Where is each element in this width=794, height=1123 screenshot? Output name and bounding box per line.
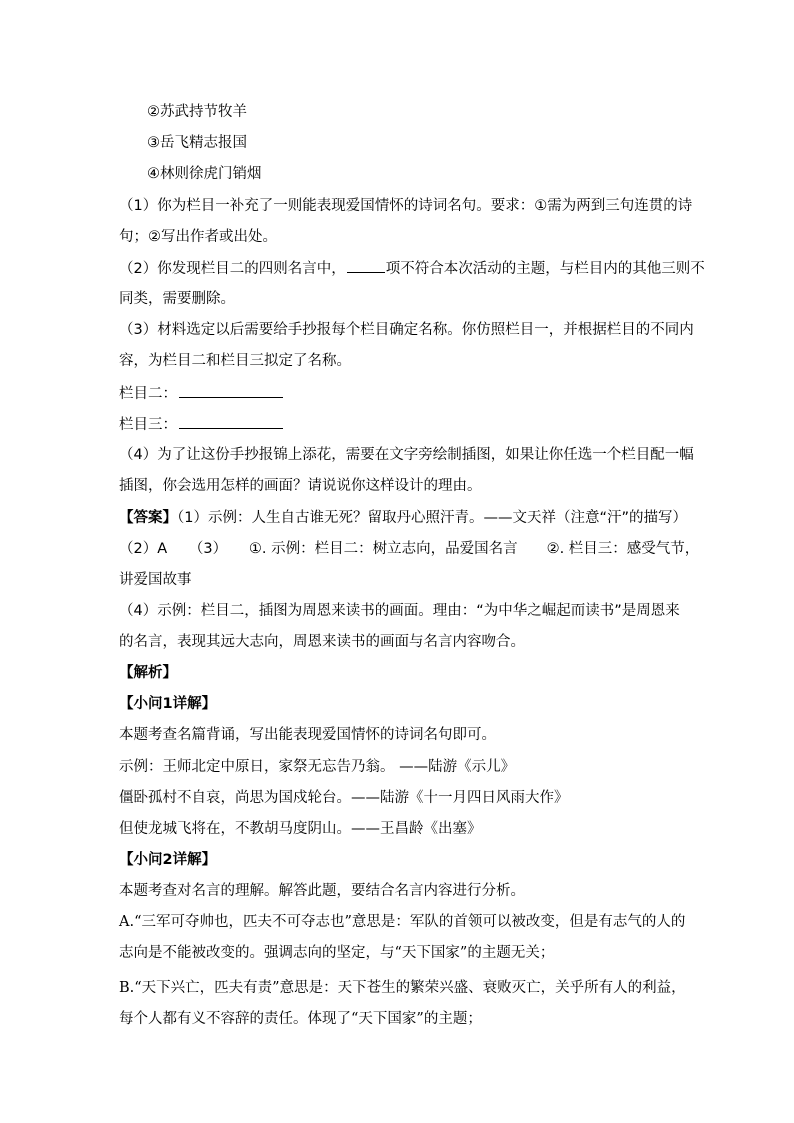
column-3-name-row <box>119 414 283 435</box>
answer-text-1: （1）示例：人生自古谁无死？留取丹心照汗青。——文天祥（注意“汗”的描写） <box>177 510 687 526</box>
question-4-line-2: 插图，你会选用怎样的画面？请说说你这样设计的理由。 <box>119 478 482 494</box>
option-4: ④林则徐虎门销烟 <box>147 166 262 182</box>
question-2-line-1 <box>119 258 705 279</box>
option-2: ②苏武持节牧羊 <box>147 104 247 120</box>
sub2-line-4: B.“天下兴亡，匹夫有责”意思是：天下苍生的繁荣兴盛、衰败灭亡，关乎所有人的利益， <box>119 980 686 996</box>
sub2-line-5: 每个人都有义不容辞的责任。体现了“天下国家”的主题； <box>119 1011 482 1027</box>
sub1-line-3: 僵卧孤村不自哀，尚思为国戍轮台。——陆游《十一月四日风雨大作》 <box>119 790 569 806</box>
answer-line-2: （2）A （3） ①. 示例：栏目二：树立志向，品爱国名言 ②. 栏目三：感受气节， <box>119 541 700 557</box>
sub2-line-3: 志向是不能被改变的。强调志向的坚定，与“天下国家”的主题无关； <box>119 945 555 961</box>
question-2-text-before-blank: （2）你发现栏目二的四则名言中， <box>119 261 346 277</box>
option-3: ③岳飞精志报国 <box>147 135 247 151</box>
question-4-line-1: （4）为了让这份手抄报锦上添花，需要在文字旁绘制插图，如果让你任选一个栏目配一幅 <box>119 447 694 463</box>
answer-line-3: 讲爱国故事 <box>119 572 192 588</box>
analysis-label: 【解析】 <box>119 665 177 681</box>
question-1-line-2: 句；②写出作者或出处。 <box>119 229 277 245</box>
sub1-line-1: 本题考查名篇背诵，写出能表现爱国情怀的诗词名句即可。 <box>119 727 496 743</box>
column-3-label: 栏目三： <box>119 417 177 433</box>
sub2-line-1: 本题考查对名言的理解。解答此题，要结合名言内容进行分析。 <box>119 883 525 899</box>
answer-label: 【答案】 <box>119 510 177 526</box>
question-3-line-2: 容，为栏目二和栏目三拟定了名称。 <box>119 353 351 369</box>
question-2-line-2: 同类，需要删除。 <box>119 291 235 307</box>
question-1-line-1: （1）你为栏目一补充了一则能表现爱国情怀的诗词名句。要求：①需为两到三句连贯的诗 <box>119 198 693 214</box>
answer-line-5: 的名言，表现其远大志向，周恩来读书的画面与名言内容吻合。 <box>119 634 525 650</box>
column-2-label: 栏目二： <box>119 386 177 402</box>
column-2-name-blank[interactable] <box>179 383 283 398</box>
sub-question-2-label: 【小问2详解】 <box>119 852 217 868</box>
sub1-line-4: 但使龙城飞将在，不教胡马度阴山。——王昌龄《出塞》 <box>119 821 482 837</box>
sub2-line-2: A.“三军可夺帅也，匹夫不可夺志也”意思是：军队的首领可以被改变，但是有志气的人的 <box>119 914 686 930</box>
sub1-line-2: 示例：王师北定中原日，家祭无忘告乃翁。 ——陆游《示儿》 <box>119 759 516 775</box>
column-2-name-row <box>119 383 283 404</box>
question-3-line-1: （3）材料选定以后需要给手抄报每个栏目确定名称。你仿照栏目一，并根据栏目的不同内 <box>119 322 694 338</box>
answer-line-4: （4）示例：栏目二，插图为周恩来读书的画面。理由：“为中华之崛起而读书”是周恩来 <box>119 603 680 619</box>
sub-question-1-label: 【小问1详解】 <box>119 696 217 712</box>
column-3-name-blank[interactable] <box>179 414 283 429</box>
question-2-text-after-blank: 项不符合本次活动的主题，与栏目内的其他三则不 <box>385 261 705 277</box>
answer-blank[interactable] <box>347 258 385 273</box>
answer-line-1 <box>119 508 687 528</box>
